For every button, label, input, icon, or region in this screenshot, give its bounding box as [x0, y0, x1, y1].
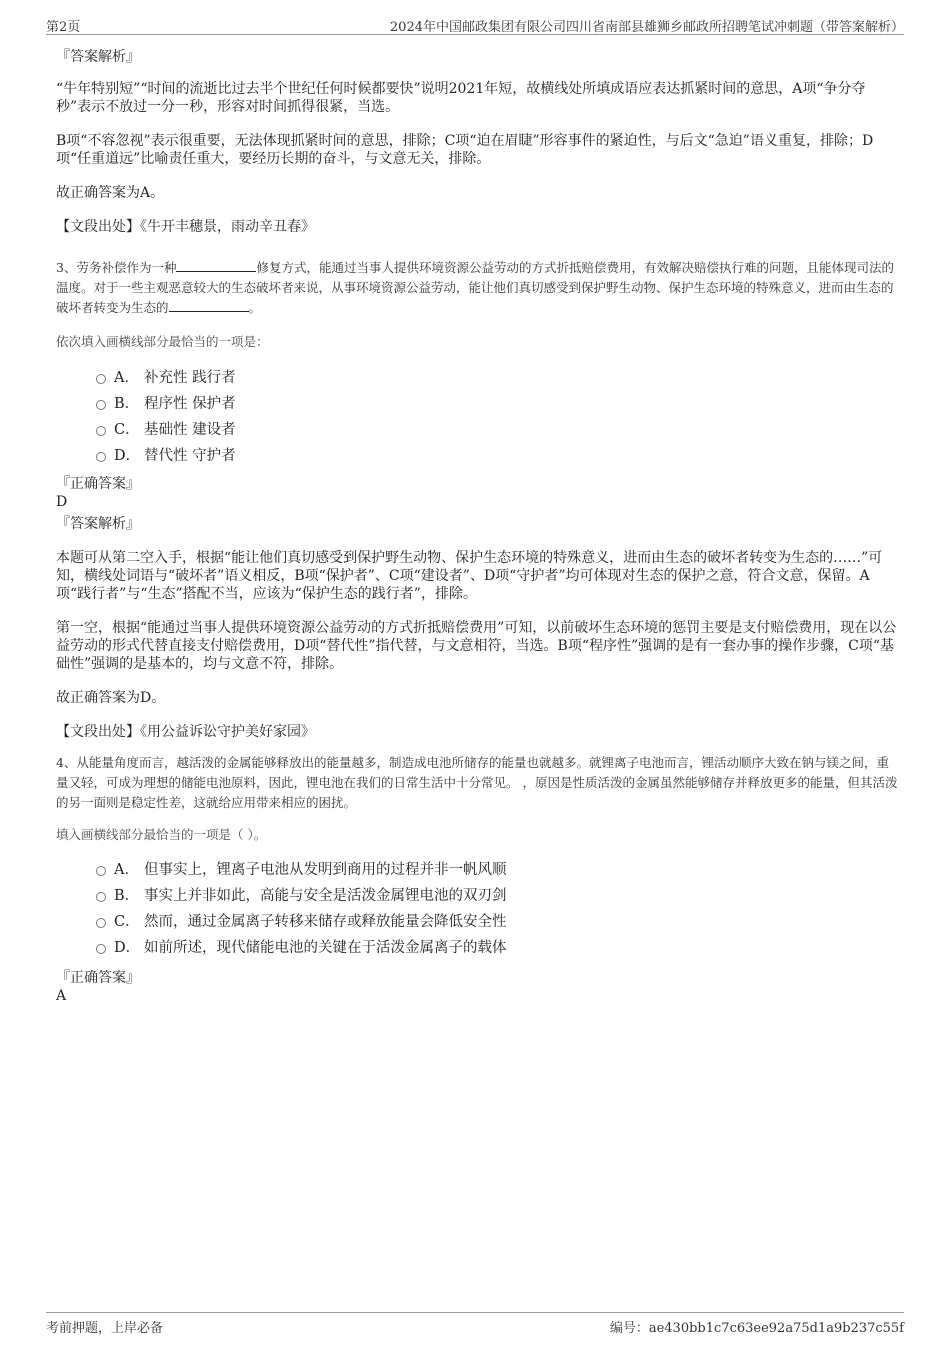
option-a[interactable]: A． 补充性 践行者: [56, 365, 900, 391]
radio-icon[interactable]: [96, 892, 106, 902]
footer-slogan: 考前押题，上岸必备: [46, 1321, 164, 1336]
radio-icon[interactable]: [96, 452, 106, 462]
option-list: [56, 857, 900, 961]
option-d[interactable]: D． 替代性 守护者: [56, 443, 900, 469]
analysis-paragraph: “牛年特别短”“时间的流逝比过去半个世纪任何时候都要快”说明2021年短，故横线处所填成语应表达抓紧时间的意思，A项“争分夺秒”表示不放过一分一秒，形容对时间抓得很紧，当选。: [56, 81, 866, 115]
conclusion: 故正确答案为A。: [56, 185, 165, 201]
analysis-paragraph: B项“不容忽视”表示很重要，无法体现抓紧时间的意思，排除；C项“迫在眉睫”形容事件的紧迫性，与后文“急迫”语义重复，排除；D项“任重道远”比喻责任重大，要经历长期的奋斗，与文意无关，排除。: [56, 133, 874, 167]
radio-icon[interactable]: [96, 426, 106, 436]
option-a[interactable]: A． 但事实上，锂离子电池从发明到商用的过程并非一帆风顺: [56, 857, 900, 883]
option-c[interactable]: C． 基础性 建设者: [56, 417, 900, 443]
conclusion: 故正确答案为D。: [56, 690, 166, 706]
option-d[interactable]: D． 如前所述，现代储能电池的关键在于活泼金属离子的载体: [56, 935, 900, 961]
analysis-paragraph: 本题可从第二空入手，根据“能让他们真切感受到保护野生动物、保护生态环境的特殊意义，进而由生态的破坏者转变为生态的……”可知，横线处词语与“破坏者”语义相反，B项“保护者”、C项“建设者”、D项“守护者”均可体现对生态的保护之意，符合文意，保留。A项“践行者”与“生态”搭配不当，应该为“保护生态的践行者”，排除。: [56, 550, 883, 602]
analysis-paragraph: 第一空，根据“能通过当事人提供环境资源公益劳动的方式折抵赔偿费用”可知，以前破坏生态环境的惩罚主要是支付赔偿费用，现在以公益劳动的形式代替直接支付赔偿费用，D项“替代性”指代替，与文意相符，当选。B项“程序性”强调的是有一套办事的操作步骤，C项“基础性”强调的是基本的，均与文意不符，排除。: [56, 620, 897, 672]
document-id: 编号：ae430bb1c7c63ee92a75d1a9b237c55f: [609, 1321, 904, 1336]
question-prompt: 依次填入画横线部分最恰当的一项是：: [56, 334, 269, 349]
page-footer: [46, 1312, 904, 1337]
correct-answer: D: [56, 494, 68, 510]
answer-blank: [169, 299, 249, 312]
source: 【文段出处】《牛开丰穗景，雨动辛丑春》: [56, 219, 315, 235]
document-body: [56, 46, 900, 1005]
analysis-label: 『答案解析』: [56, 516, 140, 532]
question-prompt: 填入画横线部分最恰当的一项是（ ）。: [56, 827, 267, 842]
answer-label: 『正确答案』: [56, 476, 140, 492]
page-header: [46, 14, 904, 35]
question-4-text: 4、从能量角度而言，越活泼的金属能够释放出的能量越多，制造成电池所储存的能量也就越多。就锂离子电池而言，锂活动顺序大致在钠与镁之间，重量又轻，可成为理想的储能电池原料，因此，锂电池在我们的日常生活中十分常见。 ，原因是性质活泼的金属虽然能够储存并释放更多的能量，但其活泼的另一面则是稳定性差，这就给应用带来相应的困扰。: [56, 755, 898, 810]
radio-icon[interactable]: [96, 400, 106, 410]
source: 【文段出处】《用公益诉讼守护美好家园》: [56, 724, 315, 740]
radio-icon[interactable]: [96, 866, 106, 876]
radio-icon[interactable]: [96, 944, 106, 954]
option-b[interactable]: B． 事实上并非如此，高能与安全是活泼金属锂电池的双刃剑: [56, 883, 900, 909]
radio-icon[interactable]: [96, 918, 106, 928]
analysis-label: 『答案解析』: [56, 49, 140, 65]
option-list: [56, 365, 900, 469]
option-b[interactable]: B． 程序性 保护者: [56, 391, 900, 417]
correct-answer: A: [56, 988, 67, 1004]
page-number: 第2页: [46, 20, 81, 35]
question-3-text: 3、劳务补偿作为一种 修复方式，能通过当事人提供环境资源公益劳动的方式折抵赔偿费用，有效解决赔偿执行难的问题，且能体现司法的温度。对于一些主观恶意较大的生态破坏者来说，从事环境资源公益劳动，能让他们真切感受到保护野生动物、保护生态环境的特殊意义，进而由生态的破坏者转变为生态的 。: [56, 260, 894, 315]
document-title: 2024年中国邮政集团有限公司四川省南部县雄狮乡邮政所招聘笔试冲刺题（带答案解析）: [389, 20, 904, 35]
answer-blank: [176, 259, 256, 272]
radio-icon[interactable]: [96, 374, 106, 384]
option-c[interactable]: C． 然而，通过金属离子转移来储存或释放能量会降低安全性: [56, 909, 900, 935]
answer-label: 『正确答案』: [56, 970, 140, 986]
